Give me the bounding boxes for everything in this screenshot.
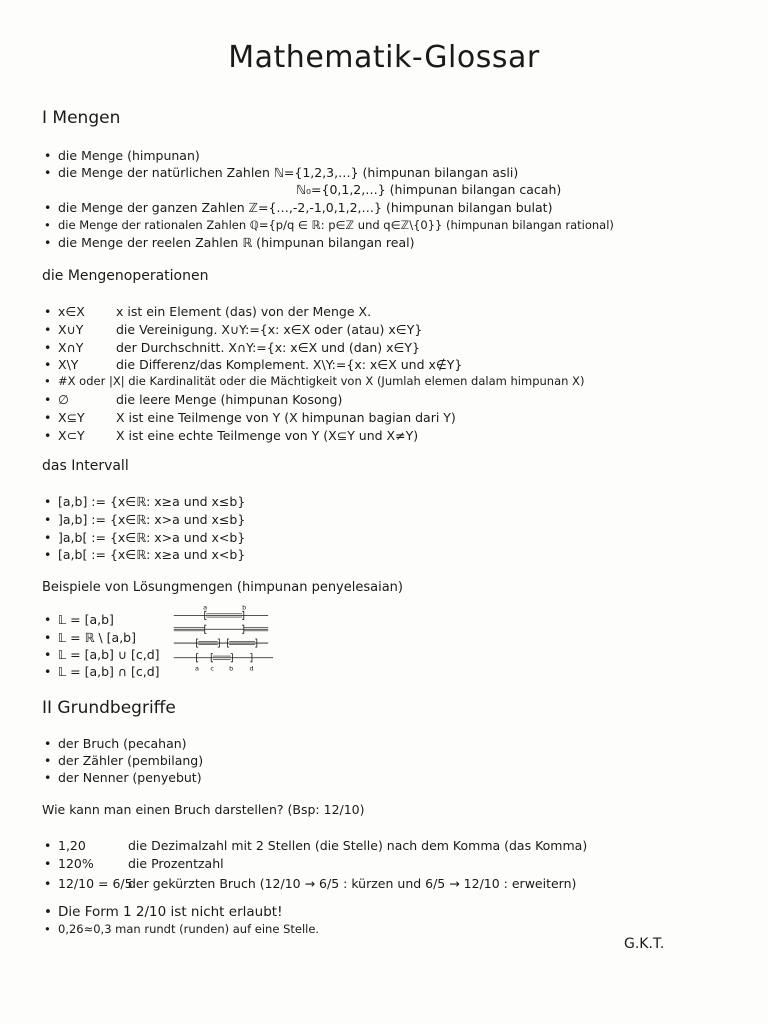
example-item: • 𝕃 = [a,b] ∩ [c,d]: [44, 664, 160, 679]
n0-definition: ℕ₀={0,1,2,…} (himpunan bilangan cacah): [296, 182, 562, 197]
operation-row: • X⊆Y X ist eine Teilmenge von Y (X himpunan bagian dari Y): [44, 410, 456, 425]
operation-row: • #X oder |X| die Kardinalität oder die Mächtigkeit von X (Jumlah elemen dalam himpunan X): [44, 374, 585, 388]
section-heading-grundbegriffe: II Grundbegriffe: [42, 698, 176, 718]
representation-row: • 1,20 die Dezimalzahl mit 2 Stellen (die Stelle) nach dem Komma (das Komma): [44, 838, 588, 853]
label-a: a: [203, 604, 208, 612]
round-note: • 0,26≈0,3 man rundt (runden) auf eine Stelle.: [44, 922, 320, 936]
label-d: d: [249, 664, 254, 673]
operation-row: • X∩Y der Durchschnitt. X∩Y:={x: x∈X und (dan) x∈Y}: [44, 340, 420, 355]
question-bruch: Wie kann man einen Bruch darstellen? (Bsp: 12/10): [42, 802, 365, 817]
section-heading-operations: die Mengenoperationen: [42, 268, 209, 284]
form-note: • Die Form 1 2/10 ist nicht erlaubt!: [44, 904, 283, 920]
label-a: a: [194, 664, 199, 673]
interval-item: • [a,b] := {x∈ℝ: x≥a und x≤b}: [44, 494, 246, 509]
label-b: b: [242, 604, 247, 612]
interval-item: • ]a,b[ := {x∈ℝ: x>a und x<b}: [44, 530, 246, 545]
operation-row: • X∪Y die Vereinigung. X∪Y:={x: x∈X oder (atau) x∈Y}: [44, 322, 423, 337]
list-item: • die Menge (himpunan): [44, 148, 200, 163]
list-item: • die Menge der natürlichen Zahlen ℕ={1,2,3,…} (himpunan bilangan asli): [44, 165, 519, 180]
label-c: c: [210, 664, 214, 673]
list-item: • der Nenner (penyebut): [44, 770, 202, 785]
operation-row: • X\Y die Differenz/das Komplement. X\Y:={x: x∈X und x∉Y}: [44, 357, 463, 372]
list-item: • der Bruch (pecahan): [44, 736, 187, 751]
interval-item: • ]a,b] := {x∈ℝ: x>a und x≤b}: [44, 512, 246, 527]
list-item: • der Zähler (pembilang): [44, 753, 204, 768]
representation-row: • 12/10 = 6/5der gekürzten Bruch (12/10 → 6/5 : kürzen und 6/5 → 12/10 : erweitern): [44, 876, 577, 891]
section-heading-mengen: I Mengen: [42, 108, 121, 128]
list-item: • die Menge der ganzen Zahlen ℤ={…,-2,-1,0,1,2,…} (himpunan bilangan bulat): [44, 200, 553, 215]
example-item: • 𝕃 = [a,b]: [44, 612, 114, 627]
label-b: b: [229, 664, 234, 673]
example-item: • 𝕃 = [a,b] ∪ [c,d]: [44, 647, 160, 662]
number-line-sketches: [161, 604, 281, 674]
list-item: • die Menge der reelen Zahlen ℝ (himpunan bilangan real): [44, 235, 415, 250]
operation-row: • X⊂Y X ist eine echte Teilmenge von Y (X⊆Y und X≠Y): [44, 428, 419, 443]
signature: G.K.T.: [624, 936, 665, 952]
list-item: • die Menge der rationalen Zahlen ℚ={p/q ∈ ℝ: p∈ℤ und q∈ℤ\{0}} (himpunan bilangan rational): [44, 218, 614, 232]
interval-item: • [a,b[ := {x∈ℝ: x≥a und x<b}: [44, 547, 246, 562]
page-title: Mathematik-Glossar: [228, 40, 540, 75]
section-heading-interval: das Intervall: [42, 458, 129, 474]
operation-row: • ∅ die leere Menge (himpunan Kosong): [44, 392, 343, 407]
example-item: • 𝕃 = ℝ \ [a,b]: [44, 630, 136, 645]
representation-row: • 120% die Prozentzahl: [44, 856, 224, 871]
section-heading-examples: Beispiele von Lösungmengen (himpunan penyelesaian): [42, 580, 403, 595]
operation-row: • x∈X x ist ein Element (das) von der Menge X.: [44, 304, 372, 319]
